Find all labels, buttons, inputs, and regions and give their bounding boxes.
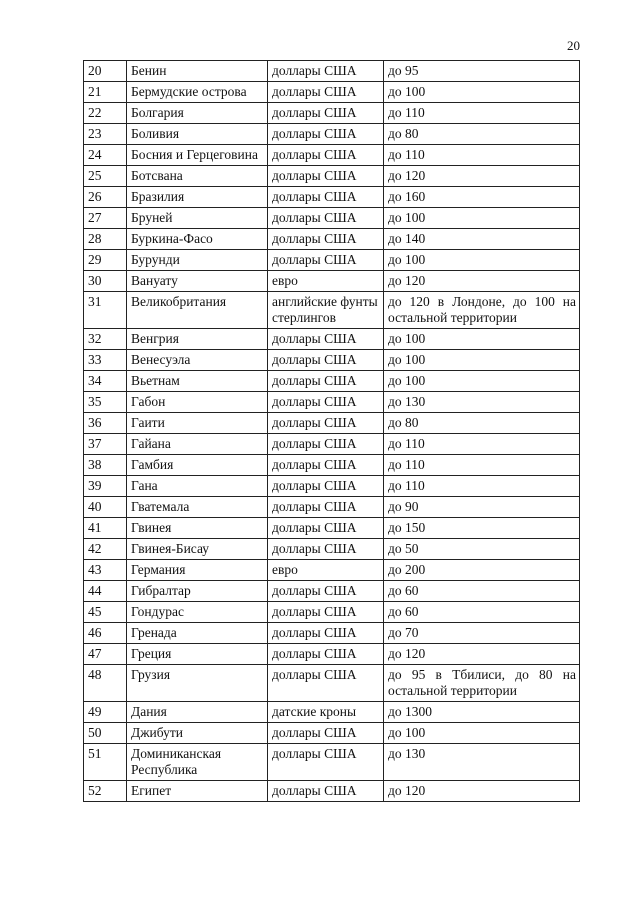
table-row xyxy=(84,145,580,166)
table-row xyxy=(84,581,580,602)
row-number-cell: 44 xyxy=(84,581,127,602)
country-cell: Вануату xyxy=(127,271,268,292)
country-cell: Бермудские острова xyxy=(127,82,268,103)
limit-cell: до 130 xyxy=(384,392,580,413)
country-cell: Великобритания xyxy=(127,292,268,329)
row-number-cell: 52 xyxy=(84,781,127,802)
row-number-cell: 25 xyxy=(84,166,127,187)
currency-cell: доллары США xyxy=(268,392,384,413)
limit-cell: до 100 xyxy=(384,250,580,271)
currency-cell: доллары США xyxy=(268,350,384,371)
limit-cell: до 200 xyxy=(384,560,580,581)
currency-cell: доллары США xyxy=(268,602,384,623)
currency-cell: евро xyxy=(268,560,384,581)
row-number-cell: 51 xyxy=(84,744,127,781)
country-cell: Гвинея-Бисау xyxy=(127,539,268,560)
currency-cell: доллары США xyxy=(268,250,384,271)
currency-cell: доллары США xyxy=(268,329,384,350)
limit-cell: до 120 в Лондоне, до 100 на остальной территории xyxy=(384,292,580,329)
table-row xyxy=(84,539,580,560)
limit-cell: до 150 xyxy=(384,518,580,539)
currency-cell: доллары США xyxy=(268,61,384,82)
table-row xyxy=(84,124,580,145)
limit-cell: до 120 xyxy=(384,166,580,187)
table-row xyxy=(84,560,580,581)
row-number-cell: 27 xyxy=(84,208,127,229)
currency-cell: доллары США xyxy=(268,82,384,103)
row-number-cell: 47 xyxy=(84,644,127,665)
limit-cell: до 80 xyxy=(384,413,580,434)
limit-cell: до 110 xyxy=(384,455,580,476)
table-row xyxy=(84,644,580,665)
table-row xyxy=(84,665,580,702)
country-cell: Греция xyxy=(127,644,268,665)
table-row xyxy=(84,744,580,781)
table-row xyxy=(84,208,580,229)
country-cell: Гренада xyxy=(127,623,268,644)
currency-cell: доллары США xyxy=(268,665,384,702)
country-cell: Дания xyxy=(127,702,268,723)
row-number-cell: 22 xyxy=(84,103,127,124)
country-cell: Бруней xyxy=(127,208,268,229)
row-number-cell: 33 xyxy=(84,350,127,371)
country-cell: Гамбия xyxy=(127,455,268,476)
country-norms-table xyxy=(83,60,580,802)
limit-cell: до 90 xyxy=(384,497,580,518)
limit-cell: до 100 xyxy=(384,329,580,350)
row-number-cell: 46 xyxy=(84,623,127,644)
row-number-cell: 41 xyxy=(84,518,127,539)
limit-cell: до 110 xyxy=(384,103,580,124)
row-number-cell: 38 xyxy=(84,455,127,476)
table-row xyxy=(84,434,580,455)
row-number-cell: 43 xyxy=(84,560,127,581)
row-number-cell: 24 xyxy=(84,145,127,166)
country-cell: Египет xyxy=(127,781,268,802)
row-number-cell: 39 xyxy=(84,476,127,497)
country-cell: Бурунди xyxy=(127,250,268,271)
country-cell: Вьетнам xyxy=(127,371,268,392)
table-row xyxy=(84,371,580,392)
limit-cell: до 110 xyxy=(384,476,580,497)
country-cell: Венгрия xyxy=(127,329,268,350)
limit-cell: до 60 xyxy=(384,602,580,623)
limit-cell: до 95 в Тбилиси, до 80 на остальной территории xyxy=(384,665,580,702)
table-body xyxy=(84,61,580,802)
limit-cell: до 1300 xyxy=(384,702,580,723)
currency-cell: доллары США xyxy=(268,124,384,145)
table-row xyxy=(84,166,580,187)
row-number-cell: 21 xyxy=(84,82,127,103)
currency-cell: доллары США xyxy=(268,623,384,644)
limit-cell: до 100 xyxy=(384,82,580,103)
limit-cell: до 100 xyxy=(384,208,580,229)
limit-cell: до 130 xyxy=(384,744,580,781)
country-cell: Ботсвана xyxy=(127,166,268,187)
currency-cell: евро xyxy=(268,271,384,292)
currency-cell: доллары США xyxy=(268,166,384,187)
limit-cell: до 100 xyxy=(384,371,580,392)
table-row xyxy=(84,392,580,413)
limit-cell: до 120 xyxy=(384,644,580,665)
row-number-cell: 50 xyxy=(84,723,127,744)
limit-cell: до 60 xyxy=(384,581,580,602)
country-cell: Гаити xyxy=(127,413,268,434)
country-cell: Доминиканская Республика xyxy=(127,744,268,781)
currency-cell: доллары США xyxy=(268,145,384,166)
currency-cell: доллары США xyxy=(268,781,384,802)
limit-cell: до 80 xyxy=(384,124,580,145)
row-number-cell: 32 xyxy=(84,329,127,350)
country-cell: Бразилия xyxy=(127,187,268,208)
row-number-cell: 23 xyxy=(84,124,127,145)
currency-cell: датские кроны xyxy=(268,702,384,723)
currency-cell: английские фунты стерлингов xyxy=(268,292,384,329)
table-row xyxy=(84,292,580,329)
limit-cell: до 160 xyxy=(384,187,580,208)
currency-cell: доллары США xyxy=(268,208,384,229)
table-row xyxy=(84,702,580,723)
currency-cell: доллары США xyxy=(268,413,384,434)
currency-cell: доллары США xyxy=(268,476,384,497)
country-cell: Болгария xyxy=(127,103,268,124)
table-row xyxy=(84,623,580,644)
country-cell: Германия xyxy=(127,560,268,581)
limit-cell: до 70 xyxy=(384,623,580,644)
currency-cell: доллары США xyxy=(268,539,384,560)
row-number-cell: 31 xyxy=(84,292,127,329)
table-row xyxy=(84,413,580,434)
limit-cell: до 50 xyxy=(384,539,580,560)
currency-cell: доллары США xyxy=(268,187,384,208)
table-row xyxy=(84,476,580,497)
table-row xyxy=(84,250,580,271)
table-row xyxy=(84,350,580,371)
page-number: 20 xyxy=(567,38,580,53)
table-row xyxy=(84,229,580,250)
currency-cell: доллары США xyxy=(268,518,384,539)
currency-cell: доллары США xyxy=(268,371,384,392)
limit-cell: до 100 xyxy=(384,723,580,744)
country-cell: Габон xyxy=(127,392,268,413)
row-number-cell: 42 xyxy=(84,539,127,560)
table-row xyxy=(84,455,580,476)
row-number-cell: 37 xyxy=(84,434,127,455)
country-cell: Грузия xyxy=(127,665,268,702)
limit-cell: до 110 xyxy=(384,434,580,455)
row-number-cell: 30 xyxy=(84,271,127,292)
currency-cell: доллары США xyxy=(268,103,384,124)
country-cell: Гвинея xyxy=(127,518,268,539)
row-number-cell: 34 xyxy=(84,371,127,392)
row-number-cell: 35 xyxy=(84,392,127,413)
table-row xyxy=(84,723,580,744)
currency-cell: доллары США xyxy=(268,723,384,744)
limit-cell: до 120 xyxy=(384,781,580,802)
country-cell: Боливия xyxy=(127,124,268,145)
row-number-cell: 29 xyxy=(84,250,127,271)
row-number-cell: 26 xyxy=(84,187,127,208)
currency-cell: доллары США xyxy=(268,644,384,665)
country-cell: Венесуэла xyxy=(127,350,268,371)
row-number-cell: 40 xyxy=(84,497,127,518)
table-row xyxy=(84,329,580,350)
table-row xyxy=(84,61,580,82)
table-row xyxy=(84,781,580,802)
limit-cell: до 140 xyxy=(384,229,580,250)
table-row xyxy=(84,103,580,124)
country-cell: Джибути xyxy=(127,723,268,744)
country-cell: Гана xyxy=(127,476,268,497)
limit-cell: до 95 xyxy=(384,61,580,82)
table-row xyxy=(84,497,580,518)
country-cell: Гватемала xyxy=(127,497,268,518)
limit-cell: до 120 xyxy=(384,271,580,292)
currency-cell: доллары США xyxy=(268,455,384,476)
limit-cell: до 100 xyxy=(384,350,580,371)
currency-cell: доллары США xyxy=(268,434,384,455)
table-row xyxy=(84,518,580,539)
country-cell: Гондурас xyxy=(127,602,268,623)
row-number-cell: 36 xyxy=(84,413,127,434)
country-cell: Гайана xyxy=(127,434,268,455)
table-row xyxy=(84,602,580,623)
row-number-cell: 28 xyxy=(84,229,127,250)
country-cell: Бенин xyxy=(127,61,268,82)
row-number-cell: 45 xyxy=(84,602,127,623)
currency-cell: доллары США xyxy=(268,497,384,518)
row-number-cell: 48 xyxy=(84,665,127,702)
currency-cell: доллары США xyxy=(268,581,384,602)
row-number-cell: 49 xyxy=(84,702,127,723)
country-cell: Буркина-Фасо xyxy=(127,229,268,250)
table-row xyxy=(84,187,580,208)
currency-cell: доллары США xyxy=(268,229,384,250)
table-row xyxy=(84,82,580,103)
row-number-cell: 20 xyxy=(84,61,127,82)
country-cell: Босния и Герцеговина xyxy=(127,145,268,166)
country-cell: Гибралтар xyxy=(127,581,268,602)
currency-cell: доллары США xyxy=(268,744,384,781)
table-row xyxy=(84,271,580,292)
limit-cell: до 110 xyxy=(384,145,580,166)
